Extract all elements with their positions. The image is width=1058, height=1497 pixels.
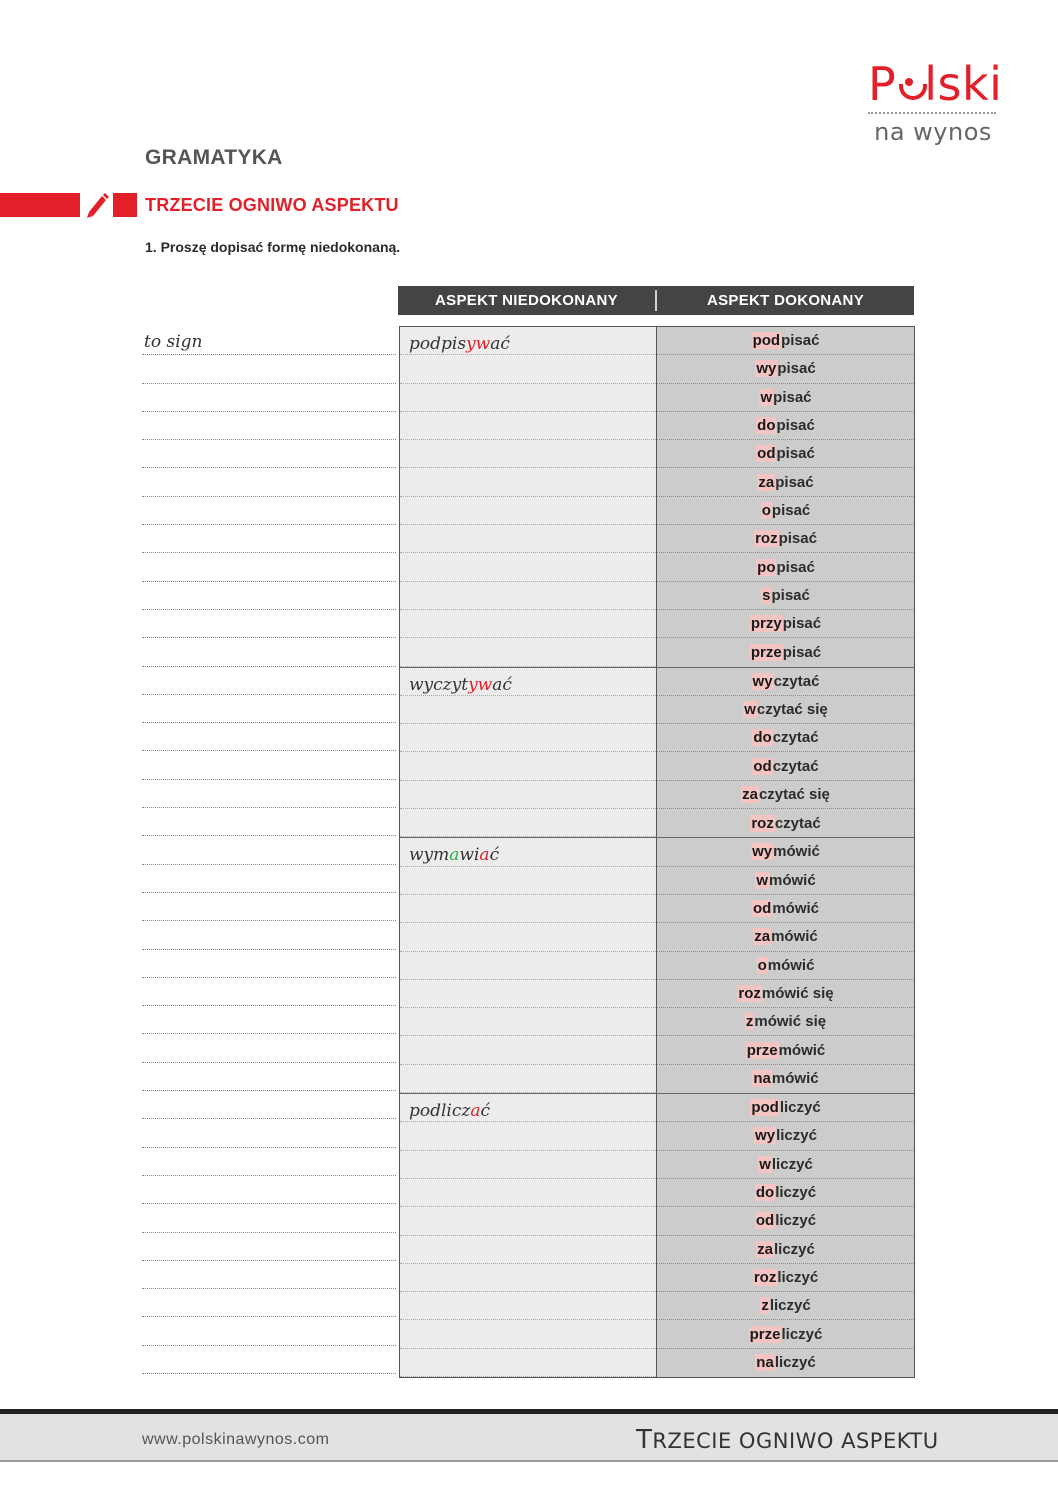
imperfective-line [400,638,656,666]
verb-group [400,1094,914,1377]
perfective-verb [657,1236,914,1264]
imperfective-line [400,809,656,837]
verb-prefix: s [762,586,771,604]
verb-stem: pisać [771,501,811,519]
translation-line[interactable] [142,978,396,1006]
imperfective-line [400,468,656,496]
verb-prefix: w [744,701,756,718]
verb-stem: mówić [772,900,819,918]
answer-segment: a [449,845,460,866]
exercise-instruction: 1. Proszę dopisać formę niedokonaną. [145,239,401,255]
logo-letters-rest: lski [924,57,1003,111]
imperfective-cell[interactable] [400,838,657,1093]
verb-stem: pisać [771,586,810,604]
verb-stem: mówić [768,871,816,889]
translation-line[interactable] [142,1176,396,1204]
verb-prefix: pod [752,332,781,350]
translation-line[interactable] [142,893,396,921]
translation-line[interactable] [142,610,396,638]
answer-segment: podlicz [409,1101,471,1122]
verb-prefix: za [757,1240,773,1258]
imperfective-line [400,1151,656,1179]
verb-prefix: wy [752,843,773,861]
imperfective-line [400,497,656,525]
translation-line[interactable] [142,1204,396,1232]
topic-title: TRZECIE OGNIWO ASPEKTU [145,195,399,215]
imperfective-line [400,1207,656,1235]
logo-divider [868,112,996,114]
perfective-column [657,1094,914,1377]
red-band-right [113,193,137,217]
perfective-verb [657,696,914,724]
verb-prefix: po [757,558,776,576]
verb-stem: pisać [782,643,822,661]
verb-prefix: w [760,388,773,406]
verb-stem: liczyć [775,1184,817,1202]
perfective-verb [657,1151,914,1179]
perfective-verb [657,1264,914,1292]
perfective-verb [657,497,914,525]
verb-stem: pisać [775,473,814,491]
verb-prefix: na [756,1354,774,1372]
translation-line[interactable] [142,723,396,751]
answer-segment: ć [480,1101,491,1122]
imperfective-line [400,980,656,1008]
imperfective-line [400,355,656,383]
pencil-icon [84,190,110,218]
translation-line[interactable] [142,1119,396,1147]
verb-prefix: od [757,445,776,463]
perfective-verb [657,1292,914,1320]
imperfective-cell[interactable] [400,1094,657,1377]
answer-segment: ać [492,674,512,695]
imperfective-line [400,867,656,895]
imperfective-line [400,1320,656,1348]
translation-line[interactable] [142,1289,396,1317]
imperfective-line [400,1292,656,1320]
verb-prefix: do [755,1184,775,1202]
verb-stem: czytać [772,757,819,775]
imperfective-line [400,1008,656,1036]
footer-title-rest: RZECIE OGNIWO ASPEKTU [652,1429,939,1453]
perfective-verb [657,384,914,412]
imperfective-line [400,553,656,581]
translation-line[interactable] [142,412,396,440]
verb-prefix: pod [751,1099,779,1117]
perfective-verb [657,1008,914,1036]
perfective-verb [657,1065,914,1093]
logo-letter-p: P [868,57,897,111]
imperfective-line [400,724,656,752]
imperfective-line [400,582,656,610]
translation-line[interactable] [142,921,396,949]
header-imperfective: ASPEKT NIEDOKONANY [435,292,618,309]
imperfective-line [400,1122,656,1150]
perfective-verb [657,668,914,696]
verb-stem: pisać [776,417,815,435]
verb-stem: mówić [773,843,820,861]
verb-prefix: od [753,757,772,775]
perfective-column [657,327,914,667]
imperfective-line [400,1236,656,1264]
translation-line[interactable] [142,440,396,468]
verb-prefix: wy [752,672,773,690]
perfective-verb [657,327,914,355]
verb-prefix: za [754,928,771,946]
verb-stem: pisać [773,388,812,406]
verb-stem: liczyć [769,1297,811,1315]
perfective-verb [657,1349,914,1377]
verb-stem: liczyć [771,1155,813,1173]
verb-stem: mówić się [754,1013,827,1031]
logo-main [868,57,1003,111]
verb-stem: mówić [771,928,818,946]
imperfective-line [400,440,656,468]
translation-line[interactable] [142,497,396,525]
translation-line[interactable] [142,355,396,383]
verb-prefix: wy [755,1127,776,1145]
verb-stem: czytać się [756,701,828,718]
perfective-verb [657,468,914,496]
imperfective-line [400,610,656,638]
translation-line[interactable] [142,1006,396,1034]
verb-prefix: w [756,871,768,889]
verb-group [400,327,914,668]
aspect-table [399,326,915,1378]
verb-prefix: za [758,473,775,491]
verb-prefix: wy [756,360,777,378]
verb-prefix: prze [746,1041,778,1059]
translation-line[interactable] [142,525,396,553]
translation-line[interactable] [142,384,396,412]
verb-stem: liczyć [777,1268,819,1286]
perfective-verb [657,867,914,895]
verb-stem: mówić [778,1041,826,1059]
verb-prefix: prze [749,1325,781,1343]
red-band-left [0,193,80,217]
translation-line[interactable] [142,950,396,978]
perfective-verb [657,980,914,1008]
table-header [398,286,914,315]
perfective-verb [657,553,914,581]
answer-segment: a [479,845,490,866]
verb-prefix: na [753,1070,771,1088]
imperfective-line [400,696,656,724]
perfective-verb [657,752,914,780]
imperfective-line [400,781,656,809]
translation-line[interactable] [142,695,396,723]
verb-stem: pisać [777,360,816,378]
perfective-column [657,838,914,1093]
translation-line[interactable] [142,865,396,893]
translation-line[interactable] [142,582,396,610]
perfective-verb [657,838,914,866]
verb-prefix: w [759,1155,771,1173]
verb-stem: pisać [776,445,815,463]
verb-stem: mówić [771,1070,819,1088]
translation-line[interactable] [142,327,396,355]
verb-stem: liczyć [775,1212,817,1230]
imperfective-line [400,752,656,780]
perfective-verb [657,525,914,553]
imperfective-line [400,1065,656,1093]
translation-line[interactable] [142,638,396,666]
verb-prefix: o [757,956,767,974]
footer-url[interactable]: www.polskinawynos.com [142,1431,330,1448]
translation-line[interactable] [142,1261,396,1289]
perfective-verb [657,1179,914,1207]
imperfective-answer [409,845,499,865]
imperfective-line [400,1179,656,1207]
verb-stem: czytać [774,814,821,832]
verb-stem: liczyć [781,1325,823,1343]
verb-stem: mówić [767,956,815,974]
perfective-verb [657,440,914,468]
imperfective-answer [409,675,512,695]
perfective-column [657,668,914,838]
translation-line[interactable] [142,553,396,581]
verb-stem: czytać [773,672,820,690]
perfective-verb [657,809,914,837]
logo-smile-icon [896,70,924,102]
verb-prefix: z [745,1013,754,1031]
section-title: GRAMATYKA [145,146,283,169]
perfective-verb [657,781,914,809]
verb-stem: pisać [781,332,820,350]
verb-prefix: prze [750,643,782,661]
translation-line[interactable] [142,1063,396,1091]
imperfective-cell[interactable] [400,668,657,838]
translation-line[interactable] [142,1346,396,1374]
perfective-verb [657,1207,914,1235]
translation-line[interactable] [142,1148,396,1176]
verb-prefix: roz [738,984,761,1002]
verb-stem: czytać [772,729,819,747]
header-perfective: ASPEKT DOKONANY [706,292,864,309]
perfective-verb [657,638,914,666]
verb-prefix: od [755,1212,775,1230]
translation-line[interactable] [142,1034,396,1062]
imperfective-line [400,952,656,980]
translation-line[interactable] [142,780,396,808]
imperfective-answer [409,334,510,354]
imperfective-answer [409,1101,490,1121]
imperfective-cell[interactable] [400,327,657,667]
translation-line[interactable] [142,836,396,864]
verb-prefix: do [753,729,772,747]
imperfective-line [400,1349,656,1377]
perfective-verb [657,1320,914,1348]
verb-stem: liczyć [779,1099,821,1117]
translation-line[interactable] [142,667,396,695]
verb-stem: czytać się [758,785,830,803]
perfective-verb [657,412,914,440]
perfective-verb [657,610,914,638]
perfective-verb [657,355,914,383]
verb-group [400,668,914,839]
perfective-verb [657,923,914,951]
verb-prefix: roz [751,814,774,832]
verb-stem: liczyć [773,1240,815,1258]
verb-prefix: przy [750,615,782,633]
answer-segment: ać [490,334,510,354]
perfective-verb [657,895,914,923]
logo-subtitle: na wynos [874,118,992,146]
answer-segment: ć [489,845,500,866]
perfective-verb [657,1122,914,1150]
verb-prefix: roz [753,1268,777,1286]
verb-prefix: o [761,501,771,519]
translation-line[interactable] [142,751,396,779]
perfective-verb [657,1036,914,1064]
perfective-verb [657,1094,914,1122]
answer-segment: podpis [409,334,467,354]
imperfective-line [400,525,656,553]
answer-segment: yw [468,674,493,695]
answer-segment: wyczyt [409,674,469,695]
verb-prefix: z [761,1297,769,1315]
verb-stem: pisać [776,558,815,576]
translation-text: to sign [144,332,203,352]
verb-stem: mówić się [761,984,834,1002]
translation-line[interactable] [142,808,396,836]
logo [868,57,1003,146]
translation-column [142,327,396,1374]
verb-prefix: od [752,900,772,918]
verb-prefix: do [757,417,776,435]
imperfective-line [400,1264,656,1292]
translation-line[interactable] [142,468,396,496]
verb-prefix: roz [755,530,778,548]
translation-line[interactable] [142,1317,396,1345]
imperfective-line [400,384,656,412]
answer-segment: wi [459,845,480,866]
perfective-verb [657,952,914,980]
imperfective-line [400,412,656,440]
translation-line[interactable] [142,1091,396,1119]
imperfective-line [400,895,656,923]
verb-stem: liczyć [774,1354,816,1372]
verb-stem: liczyć [776,1127,817,1145]
verb-prefix: za [742,785,758,803]
imperfective-line [400,1036,656,1064]
perfective-verb [657,724,914,752]
imperfective-line [400,923,656,951]
translation-line[interactable] [142,1233,396,1261]
footer-title-initial: T [636,1425,653,1455]
verb-stem: pisać [778,530,817,548]
answer-segment: wym [409,845,450,866]
perfective-verb [657,582,914,610]
verb-stem: pisać [782,615,822,633]
answer-segment: a [470,1101,481,1122]
answer-segment: yw [466,334,491,354]
verb-group [400,838,914,1094]
footer-title [636,1425,939,1455]
